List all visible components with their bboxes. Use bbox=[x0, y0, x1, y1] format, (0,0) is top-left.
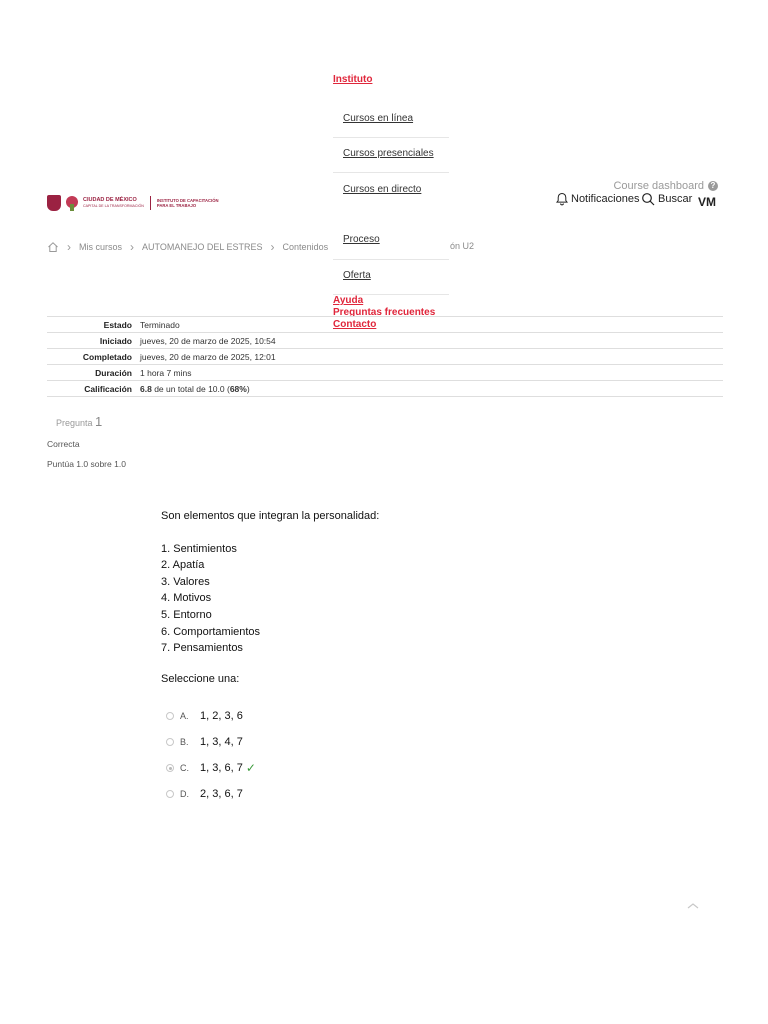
menu-item-proceso[interactable]: Proceso bbox=[343, 234, 380, 245]
breadcrumb-mis-cursos[interactable]: Mis cursos bbox=[79, 242, 123, 252]
list-item: 5. Entorno bbox=[161, 608, 212, 621]
answer-text: 1, 3, 4, 7 bbox=[200, 736, 243, 748]
summary-row-calificacion bbox=[47, 380, 723, 397]
breadcrumb-contenidos[interactable]: Contenidos bbox=[282, 242, 329, 252]
correct-check-icon: ✓ bbox=[245, 761, 256, 775]
menu-item-cursos-en-linea[interactable]: Cursos en línea bbox=[343, 113, 414, 124]
answer-letter: B. bbox=[180, 737, 189, 747]
menu-link-preguntas-frecuentes[interactable]: Preguntas frecuentes bbox=[333, 307, 436, 318]
summary-label: Completado bbox=[82, 351, 132, 362]
summary-row-duracion bbox=[47, 364, 723, 380]
search-icon bbox=[641, 192, 655, 206]
answer-option-a[interactable] bbox=[166, 703, 256, 729]
help-icon[interactable]: ? bbox=[708, 181, 718, 191]
summary-value: jueves, 20 de marzo de 2025, 12:01 bbox=[140, 351, 276, 362]
chevron-up-icon bbox=[686, 901, 700, 911]
answer-option-c[interactable] bbox=[166, 755, 256, 781]
menu-item-cursos-en-directo[interactable]: Cursos en directo bbox=[343, 184, 422, 195]
search-button[interactable] bbox=[641, 192, 692, 206]
answer-option-d[interactable] bbox=[166, 781, 256, 807]
logo-divider bbox=[150, 196, 151, 210]
breadcrumb-current[interactable]: ón U2 bbox=[450, 241, 475, 251]
answer-text: 1, 3, 6, 7 bbox=[200, 762, 243, 774]
menu-link-contacto[interactable]: Contacto bbox=[333, 319, 377, 330]
menu-item-cursos-presenciales[interactable]: Cursos presenciales bbox=[343, 148, 434, 159]
chevron-right-icon: › bbox=[130, 240, 135, 254]
menu-divider bbox=[333, 172, 449, 173]
summary-row-estado bbox=[47, 316, 723, 332]
question-text bbox=[161, 508, 379, 657]
radio-button[interactable] bbox=[166, 790, 174, 798]
summary-label: Calificación bbox=[84, 383, 132, 394]
menu-item-oferta[interactable]: Oferta bbox=[343, 270, 371, 281]
answer-text: 1, 2, 3, 6 bbox=[200, 710, 243, 722]
summary-value: jueves, 20 de marzo de 2025, 10:54 bbox=[140, 335, 276, 346]
question-status: Correcta bbox=[47, 439, 80, 449]
radio-button-selected[interactable] bbox=[166, 764, 174, 772]
menu-link-ayuda[interactable]: Ayuda bbox=[333, 295, 364, 306]
answer-option-b[interactable] bbox=[166, 729, 256, 755]
question-prompt: Son elementos que integran la personalidad: bbox=[161, 510, 380, 522]
chevron-right-icon: › bbox=[270, 240, 275, 254]
back-to-top-button[interactable] bbox=[686, 900, 700, 914]
list-item: 7. Pensamientos bbox=[161, 642, 243, 655]
breadcrumb-course[interactable]: AUTOMANEJO DEL ESTRES bbox=[142, 242, 263, 252]
list-item: 6. Comportamientos bbox=[161, 625, 261, 638]
answer-letter: C. bbox=[180, 763, 189, 773]
cdmx-rose-icon bbox=[65, 195, 79, 211]
menu-heading-instituto[interactable]: Instituto bbox=[333, 74, 373, 85]
answer-options bbox=[166, 703, 256, 807]
radio-button[interactable] bbox=[166, 712, 174, 720]
bell-icon bbox=[555, 192, 569, 206]
menu-divider bbox=[333, 137, 449, 138]
select-one-label: Seleccione una: bbox=[161, 673, 240, 685]
grade-value: 6.8 de un total de 10.0 (68%) bbox=[140, 383, 250, 394]
summary-value: Terminado bbox=[140, 319, 180, 330]
menu-divider bbox=[333, 259, 449, 260]
cdmx-shield-icon bbox=[47, 195, 61, 211]
site-logo[interactable] bbox=[47, 192, 219, 214]
list-item: 4. Motivos bbox=[161, 592, 212, 605]
attempt-summary-table bbox=[47, 316, 723, 397]
user-menu-initials[interactable]: VM bbox=[698, 195, 716, 209]
list-item: 3. Valores bbox=[161, 575, 210, 588]
answer-letter: A. bbox=[180, 711, 189, 721]
answer-text: 2, 3, 6, 7 bbox=[200, 788, 243, 800]
search-label: Buscar bbox=[658, 193, 693, 205]
summary-label: Duración bbox=[95, 367, 132, 378]
list-item: 2. Apatía bbox=[161, 559, 205, 572]
question-number: Pregunta 1 bbox=[56, 414, 103, 429]
course-dashboard-link[interactable] bbox=[613, 180, 718, 192]
notifications-button[interactable] bbox=[555, 192, 639, 206]
notifications-label: Notificaciones bbox=[571, 193, 640, 205]
logo-city-text: CIUDAD DE MÉXICO CAPITAL DE LA TRANSFORMACIÓN bbox=[83, 197, 144, 208]
summary-label: Estado bbox=[103, 319, 132, 330]
question-points: Puntúa 1.0 sobre 1.0 bbox=[47, 459, 126, 469]
list-item: 1. Sentimientos bbox=[161, 542, 237, 555]
radio-button[interactable] bbox=[166, 738, 174, 746]
logo-institute-text: INSTITUTO DE CAPACITACIÓN PARA EL TRABAJO bbox=[156, 198, 219, 208]
summary-row-iniciado bbox=[47, 332, 723, 348]
summary-label: Iniciado bbox=[99, 335, 132, 346]
home-icon[interactable] bbox=[47, 241, 59, 253]
answer-letter: D. bbox=[180, 789, 189, 799]
question-list bbox=[161, 541, 379, 657]
chevron-right-icon: › bbox=[67, 240, 71, 254]
question-info bbox=[47, 414, 126, 479]
breadcrumb bbox=[47, 240, 328, 254]
summary-value: 1 hora 7 mins bbox=[140, 367, 192, 378]
summary-row-completado bbox=[47, 348, 723, 364]
course-dashboard-label: Course dashboard bbox=[613, 180, 704, 192]
